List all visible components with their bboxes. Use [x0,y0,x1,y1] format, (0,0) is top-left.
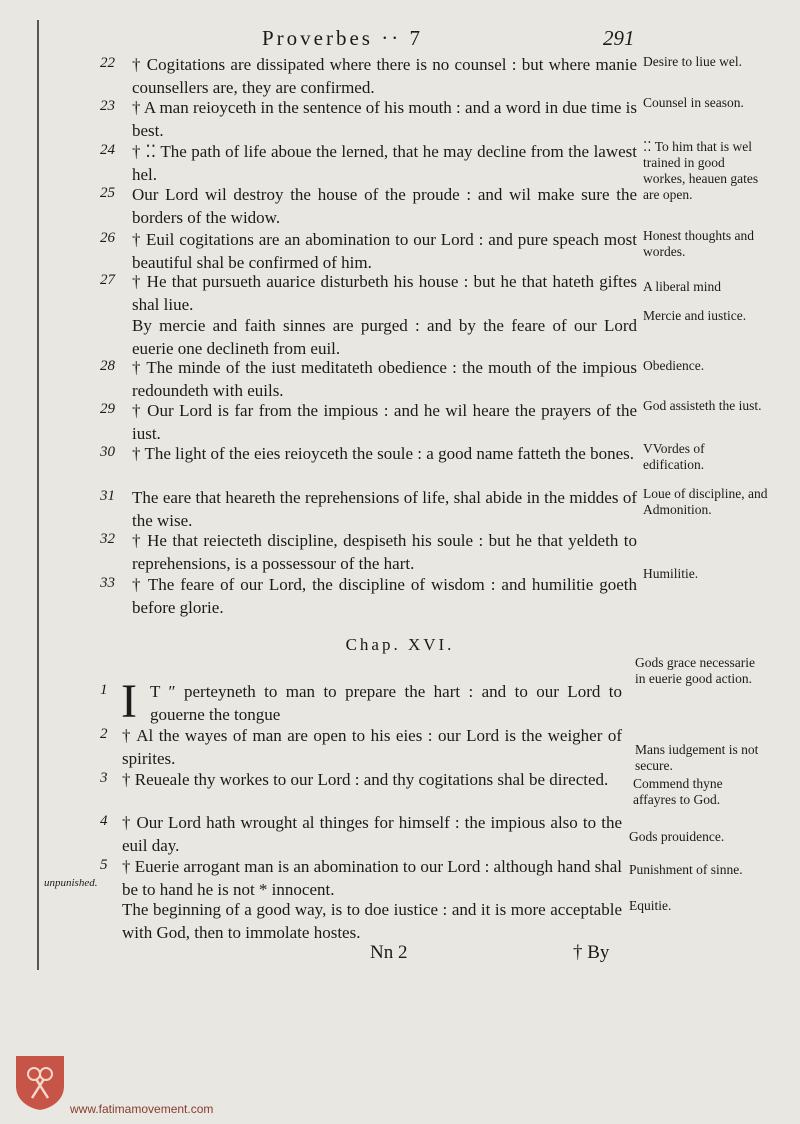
left-margin-note: unpunished. [44,877,98,889]
verse-text: † ⁚⁚ The path of life aboue the lerned, that he may decline from the lawest hel. [132,142,637,184]
verse-number: 26 [100,230,115,246]
margin-note: Mans iudgement is not secure. [635,742,759,773]
margin-note: God assisteth the iust. [643,398,762,413]
chapter-heading: Chap. XVI. [345,635,455,654]
margin-note: Desire to liue wel. [643,54,742,69]
catchword: † By [573,942,610,963]
verse-number: 2 [100,726,108,742]
verse-text: By mercie and faith sinnes are purged : and by the feare of our Lord euerie one declineth from euil. [132,316,637,358]
verse-text: Our Lord wil destroy the house of the proude : and wil make sure the borders of the widow. [132,185,637,227]
left-margin-rule [37,20,39,970]
verse-number: 1 [100,682,108,698]
verse-number: 3 [100,770,108,786]
page-number: 291 [603,26,635,50]
verse-number: 30 [100,444,115,460]
verse-text: † Reueale thy workes to our Lord : and thy cogitations shal be directed. [122,770,609,789]
margin-note: Obedience. [643,358,705,373]
papal-keys-logo [12,1052,68,1112]
margin-note: Mercie and iustice. [643,308,747,323]
website-link[interactable]: www.fatimamovement.com [70,1102,214,1116]
margin-note: Honest thoughts and wordes. [643,228,754,259]
verse-number: 22 [100,55,115,71]
verse-text: † The feare of our Lord, the discipline of wisdom : and humilitie goeth before glorie. [132,575,637,617]
verse-text: † Cogitations are dissipated where there is no counsel : but where manie counsellers are, they are confirmed. [132,55,637,97]
verse-text: The beginning of a good way, is to doe iustice : and it is more acceptable with God, then to immolate hostes. [122,900,622,942]
verse-text: The eare that heareth the reprehensions of life, shal abide in the middes of the wise. [132,488,637,530]
margin-note: Equitie. [629,898,672,913]
margin-note: Counsel in season. [643,95,744,110]
verse-text: † He that pursueth auarice disturbeth his house : but he that hateth giftes shal liue. [132,272,637,314]
margin-note: VVordes of edification. [643,441,705,472]
verse-text: † Euerie arrogant man is an abomination to our Lord : although hand shal be to hand he is not * innocent. [122,857,622,899]
margin-note: Loue of discipline, and Admonition. [643,486,768,517]
verse-number: 24 [100,142,115,158]
verse-number: 33 [100,575,115,591]
verse-number: 4 [100,813,108,829]
drop-capital: I [121,675,137,728]
verse-text: T ″ perteyneth to man to prepare the hart : and to our Lord to gouerne the tongue [150,682,622,724]
verse-number: 29 [100,401,115,417]
verse-text: † A man reioyceth in the sentence of his mouth : and a word in due time is best. [132,98,637,140]
verse-number: 27 [100,272,115,288]
signature-mark: Nn 2 [370,942,408,963]
margin-note: Gods prouidence. [629,829,725,844]
verse-text: † Euil cogitations are an abomination to our Lord : and pure speach most beautiful shal be confirmed of him. [132,230,637,272]
verse-number: 23 [100,98,115,114]
margin-note: Gods grace necessarie in euerie good action. [635,655,755,686]
verse-text: † Our Lord is far from the impious : and he wil heare the prayers of the iust. [132,401,637,443]
verse-text: † Our Lord hath wrought al thinges for himself : the impious also to the euil day. [122,813,622,855]
verse-number: 25 [100,185,115,201]
margin-note: A liberal mind [643,279,721,294]
verse-text: † Al the wayes of man are open to his eies : our Lord is the weigher of spirites. [122,726,622,768]
verse-number: 32 [100,531,115,547]
margin-note: ⁚⁚ To him that is wel trained in good workes, heauen gates are open. [643,139,759,202]
verse-text: † He that reiecteth discipline, despiseth his soule : but he that yeldeth to reprehensions, is a possessour of the hart. [132,531,637,573]
page-header [0,24,800,54]
margin-note: Commend thyne affayres to God. [633,776,723,807]
verse-number: 5 [100,857,108,873]
verse-number: 28 [100,358,115,374]
margin-note: Punishment of sinne. [629,862,743,877]
running-title: Proverbes ·· 7 [262,26,423,50]
verse-number: 31 [100,488,115,504]
verse-text: † The minde of the iust meditateth obedience : the mouth of the impious redoundeth with euils. [132,358,637,400]
margin-note: Humilitie. [643,566,699,581]
verse-text: † The light of the eies reioyceth the soule : a good name fatteth the bones. [132,444,634,463]
